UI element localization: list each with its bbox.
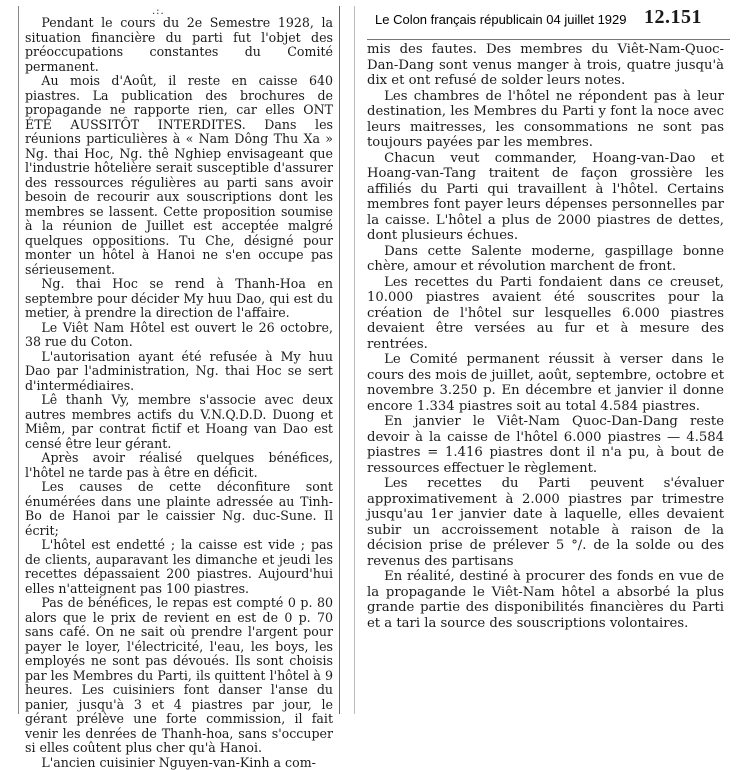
left-column-text xyxy=(25,6,333,770)
paragraph: L'ancien cuisinier Nguyen-van-Kinh a com- xyxy=(25,756,333,770)
right-column-text xyxy=(367,42,724,631)
clipping-header xyxy=(367,6,724,36)
paragraph: L'hôtel est endetté ; la caisse est vide ; pas de clients, auparavant les dimanche et jeudi les recettes dépassaient 200 piastres. Aujourd'hui elles n'atteignent pas 100 piastres. xyxy=(25,538,333,596)
paragraph: Lê thanh Vy, membre s'associe avec deux autres membres actifs du V.N.Q.D.D. Duong et Miêm, par contrat fictif et Hoang van Dao est censé être leur gérant. xyxy=(25,393,333,451)
section-ornament: .:. xyxy=(152,6,165,17)
paragraph: Les recettes du Parti peuvent s'évaluer approximativement à 2.000 piastres par trimestre jusqu'au 1er janvier date à laquelle, elles devaient subir un accroissement notable à raison de la décision prise de prélever 5 °/. de la solde ou des revenus des partisans xyxy=(367,476,724,569)
source-caption: Le Colon français républicain 04 juillet 1929 xyxy=(375,12,627,27)
paragraph: Après avoir réalisé quelques bénéfices, l'hôtel ne tarde pas à être en déficit. xyxy=(25,451,333,480)
paragraph: Pendant le cours du 2e Semestre 1928, la situation financière du parti fut l'objet des préoccupations constantes du Comité permanent. xyxy=(25,16,333,74)
paragraph: Dans cette Salente moderne, gaspillage bonne chère, amour et révolution marchent de front. xyxy=(367,244,724,275)
right-column-clipping xyxy=(354,6,730,714)
paragraph: Les causes de cette déconfiture sont énumérées dans une plainte adressée au Tinh-Bo de Hanoi par le caissier Ng. duc-Sune. Il écrit; xyxy=(25,480,333,538)
paragraph: En réalité, destiné à procurer des fonds en vue de la propagande le Viêt-Nam hôtel a absorbé la plus grande partie des disponibilités financières du Parti et a tari la source des souscriptions volontaires. xyxy=(367,569,724,631)
header-divider xyxy=(367,39,730,40)
paragraph: Les recettes du Parti fondaient dans ce creuset, 10.000 piastres avaient été souscrites pour la création de l'hôtel sur lesquelles 6.000 piastres devaient être versées au fur et à mesure des rentrées. xyxy=(367,275,724,353)
paragraph: Le Comité permanent réussit à verser dans le cours des mois de juillet, août, septembre, octobre et novembre 3.250 p. En décembre et janvier il donne encore 1.334 piastres soit au total 4.584 piastres. xyxy=(367,352,724,414)
paragraph: L'autorisation ayant été refusée à My huu Dao par l'administration, Ng. thai Hoc se sert d'intermédiaires. xyxy=(25,350,333,394)
paragraph: Ng. thai Hoc se rend à Thanh-Hoa en septembre pour décider My huu Dao, qui est du metier, à prendre la direction de l'affaire. xyxy=(25,277,333,321)
paragraph: Au mois d'Août, il reste en caisse 640 piastres. La publication des brochures de propagande ne rapporte rien, car elles ONT ÉTÉ AUSSITÔT INTERDITES. Dans les réunions particulières à « Nam Dông Thu Xa » Ng. thai Hoc, Ng. thê Nghiep envisageant que l'industrie hôtelière serait susceptible d'assurer des ressources régulières au parti sans avoir besoin de recourir aux souscriptions dont les membres se lassent. Cette proposition soumise à la réunion de Juillet est acceptée malgré quelques oppositions. Tu Che, désigné pour monter un hôtel à Hanoi ne s'en occupe pas sérieusement. xyxy=(25,74,333,277)
paragraph: mis des fautes. Des membres du Viêt-Nam-Quoc-Dan-Dang sont venus manger à trois, quatre jusqu'à dix et ont refusé de solder leurs notes. xyxy=(367,42,724,89)
paragraph: Chacun veut commander, Hoang-van-Dao et Hoang-van-Tang traitent de façon grossière les affiliés du Parti qui travaillent à l'hôtel. Certains membres font payer leurs dépenses personnelles par la caisse. L'hôtel a plus de 2000 piastres de dettes, dont plusieurs échues. xyxy=(367,151,724,244)
left-column-clipping xyxy=(18,6,340,714)
page-number: 12.151 xyxy=(644,6,702,29)
paragraph: Les chambres de l'hôtel ne répondent pas à leur destination, les Membres du Parti y font la noce avec leurs maitresses, les consommations ne sont pas toujours payées par les membres. xyxy=(367,89,724,151)
paragraph: Pas de bénéfices, le repas est compté 0 p. 80 alors que le prix de revient en est de 0 p. 70 sans café. On ne sait où prendre l'argent pour payer le loyer, l'électricité, l'eau, les boys, les employés ne sont pas dévoués. Ils sont choisis par les Membres du Parti, ils quittent l'hôtel à 9 heures. Les cuisiniers font danser l'anse du panier, jusqu'à 3 et 4 piastres par jour, le gérant prélève une forte commission, il fait venir les denrées de Thanh-hoa, sans s'occuper si elles coûtent plus cher qu'à Hanoi. xyxy=(25,596,333,756)
paragraph: Le Viêt Nam Hôtel est ouvert le 26 octobre, 38 rue du Coton. xyxy=(25,321,333,350)
paragraph: En janvier le Viêt-Nam Quoc-Dan-Dang reste devoir à la caisse de l'hôtel 6.000 piastres — 4.584 piastres = 1.416 piastres dont il n'a pu, à bout de ressources effectuer le règlement. xyxy=(367,414,724,476)
